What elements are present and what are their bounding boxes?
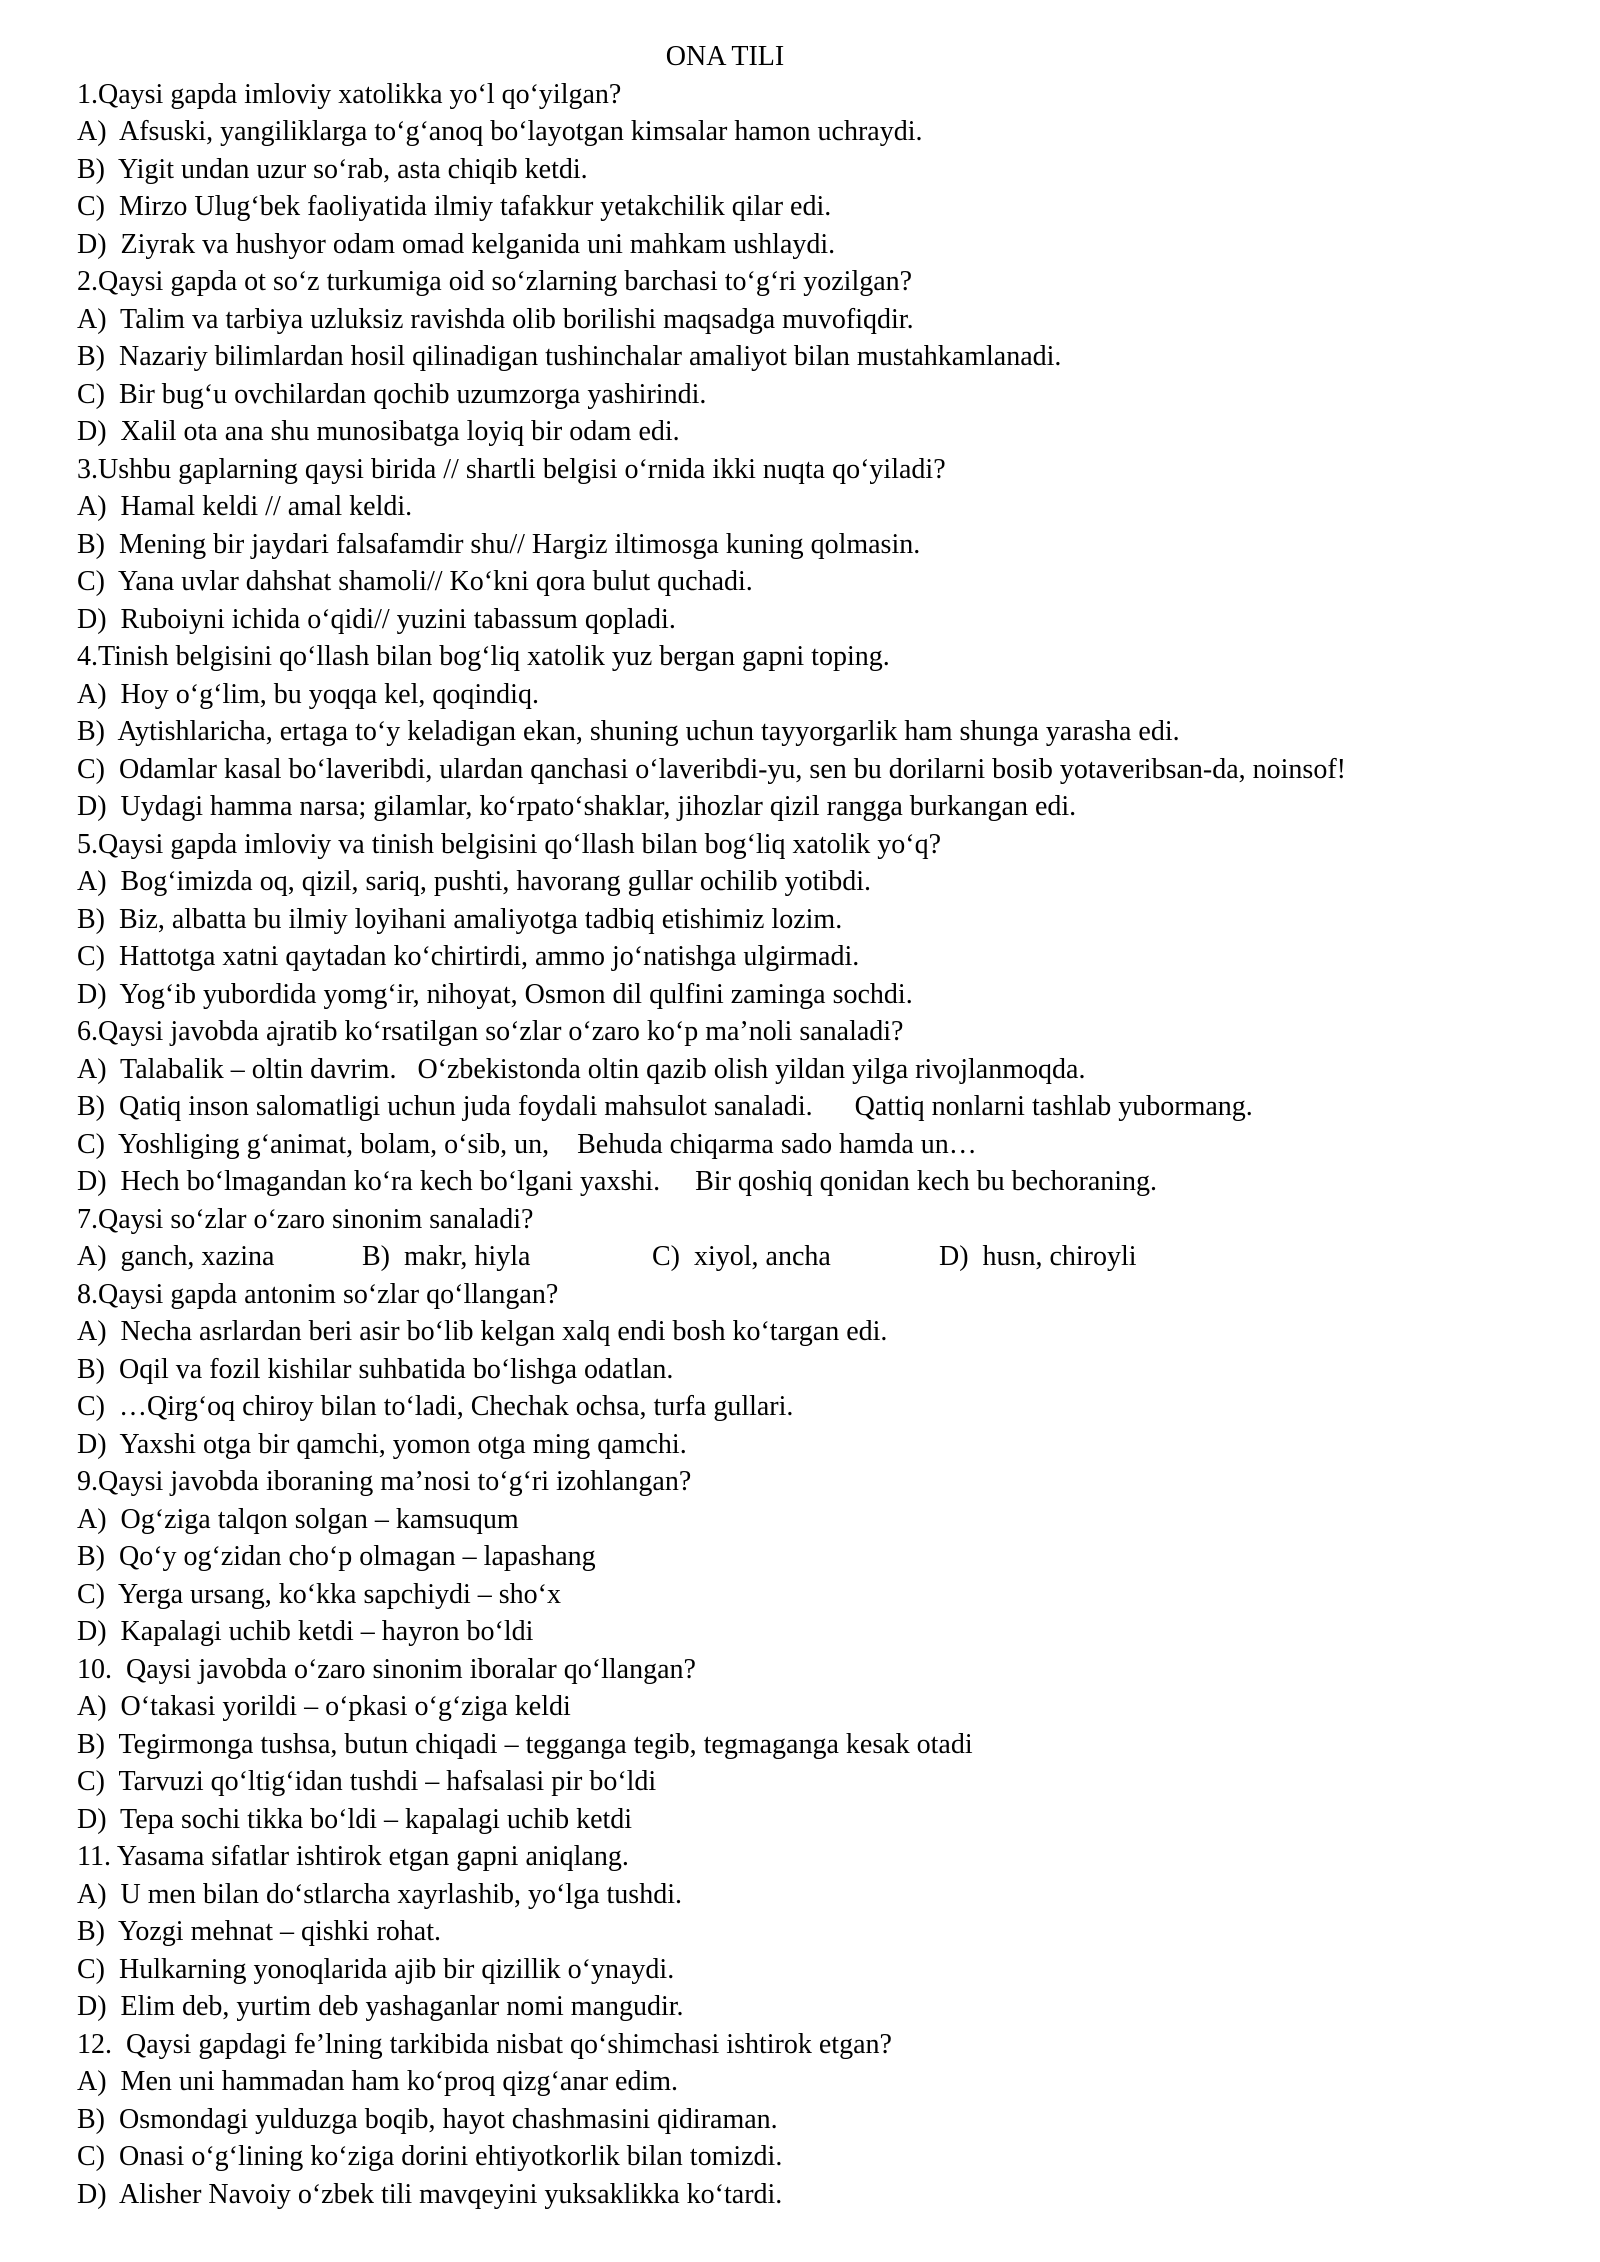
question-7: 7.Qaysi so‘zlar o‘zaro sinonim sanaladi? [77,1203,534,1235]
question-11-option-b: B) Yozgi mehnat – qishki rohat. [77,1916,441,1947]
question-2-option-c: C) Bir bug‘u ovchilardan qochib uzumzorga yashirindi. [77,378,707,410]
question-6-option-a: A) Talabalik – oltin davrim. O‘zbekistonda oltin qazib olish yildan yilga rivojlanmoqda. [77,1053,1086,1085]
question-4-option-a: A) Hoy o‘g‘lim, bu yoqqa kel, qoqindiq. [77,678,539,710]
question-7-option-c: C) xiyol, ancha [652,1241,831,1272]
question-8-option-d: D) Yaxshi otga bir qamchi, yomon otga ming qamchi. [77,1428,687,1460]
question-6-option-b: B) Qatiq inson salomatligi uchun juda foydali mahsulot sanaladi. Qattiq nonlarni tashlab yubormang. [77,1091,1253,1122]
question-10-option-c: C) Tarvuzi qo‘ltig‘idan tushdi – hafsalasi pir bo‘ldi [77,1766,657,1797]
question-4-option-b: B) Aytishlaricha, ertaga to‘y keladigan ekan, shuning uchun tayyorgarlik ham shunga yarasha edi. [77,716,1180,747]
question-6-option-d: D) Hech bo‘lmagandan ko‘ra kech bo‘lgani yaxshi. Bir qoshiq qonidan kech bu bechoraning. [77,1166,1158,1197]
question-9: 9.Qaysi javobda iboraning ma’nosi to‘g‘ri izohlangan? [77,1466,692,1497]
question-10-option-d: D) Tepa sochi tikka bo‘ldi – kapalagi uchib ketdi [77,1803,633,1835]
question-11-option-c: C) Hulkarning yonoqlarida ajib bir qizillik o‘ynaydi. [77,1953,675,1985]
question-5-option-c: C) Hattotga xatni qaytadan ko‘chirtirdi, ammo jo‘natishga ulgirmadi. [77,941,860,972]
question-3-option-d: D) Ruboiyni ichida o‘qidi// yuzini tabassum qopladi. [77,603,676,635]
question-3-option-a: A) Hamal keldi // amal keldi. [77,491,413,522]
question-3: 3.Ushbu gaplarning qaysi birida // shartli belgisi o‘rnida ikki nuqta qo‘yiladi? [77,453,946,485]
question-2: 2.Qaysi gapda ot so‘z turkumiga oid so‘zlarning barchasi to‘g‘ri yozilgan? [77,266,913,297]
question-3-option-c: C) Yana uvlar dahshat shamoli// Ko‘kni qora bulut quchadi. [77,566,753,597]
question-12-option-a: A) Men uni hammadan ham ko‘proq qizg‘anar edim. [77,2066,679,2097]
question-2-option-b: B) Nazariy bilimlardan hosil qilinadigan tushinchalar amaliyot bilan mustahkamlanadi. [77,341,1062,372]
question-11-option-a: A) U men bilan do‘stlarcha xayrlashib, yo‘lga tushdi. [77,1878,682,1910]
question-5: 5.Qaysi gapda imloviy va tinish belgisini qo‘llash bilan bog‘liq xatolik yo‘q? [77,828,941,860]
question-9-option-d: D) Kapalagi uchib ketdi – hayron bo‘ldi [77,1616,534,1647]
question-7-option-d: D) husn, chiroyli [939,1241,1137,1272]
question-12: 12. Qaysi gapdagi fe’lning tarkibida nisbat qo‘shimchasi ishtirok etgan? [77,2028,892,2060]
question-3-option-b: B) Mening bir jaydari falsafamdir shu// Hargiz iltimosga kuning qolmasin. [77,528,921,560]
question-7-options-row [77,1238,1592,1276]
question-9-option-c: C) Yerga ursang, ko‘kka sapchiydi – sho‘x [77,1578,561,1610]
question-2-option-d: D) Xalil ota ana shu munosibatga loyiq bir odam edi. [77,416,680,447]
question-9-option-b: B) Qo‘y og‘zidan cho‘p olmagan – lapashang [77,1541,596,1572]
question-10: 10. Qaysi javobda o‘zaro sinonim iboralar qo‘llangan? [77,1653,696,1685]
question-11-option-d: D) Elim deb, yurtim deb yashaganlar nomi mangudir. [77,1991,684,2022]
question-6: 6.Qaysi javobda ajratib ko‘rsatilgan so‘zlar o‘zaro ko‘p ma’noli sanaladi? [77,1016,904,1047]
question-8-option-a: A) Necha asrlardan beri asir bo‘lib kelgan xalq endi bosh ko‘targan edi. [77,1316,888,1347]
question-1-option-c: C) Mirzo Ulug‘bek faoliyatida ilmiy tafakkur yetakchilik qilar edi. [77,191,832,222]
question-12-option-c: C) Onasi o‘g‘lining ko‘ziga dorini ehtiyotkorlik bilan tomizdi. [77,2141,783,2172]
question-12-option-b: B) Osmondagi yulduzga boqib, hayot chashmasini qidiraman. [77,2103,778,2135]
question-4: 4.Tinish belgisini qo‘llash bilan bog‘liq xatolik yuz bergan gapni toping. [77,641,890,672]
question-9-option-a: A) Og‘ziga talqon solgan – kamsuqum [77,1503,519,1535]
question-2-option-a: A) Talim va tarbiya uzluksiz ravishda olib borilishi maqsadga muvofiqdir. [77,303,914,335]
question-1-option-d: D) Ziyrak va hushyor odam omad kelganida uni mahkam ushlaydi. [77,228,836,260]
question-6-option-c: C) Yoshliging g‘animat, bolam, o‘sib, un, Behuda chiqarma sado hamda un… [77,1128,977,1160]
question-4-option-d: D) Uydagi hamma narsa; gilamlar, ko‘rpato‘shaklar, jihozlar qizil rangga burkangan edi. [77,791,1077,822]
question-5-option-d: D) Yog‘ib yubordida yomg‘ir, nihoyat, Osmon dil qulfini zaminga sochdi. [77,978,913,1010]
question-8-option-c: C) …Qirg‘oq chiroy bilan to‘ladi, Chechak ochsa, turfa gullari. [77,1391,794,1422]
question-11: 11. Yasama sifatlar ishtirok etgan gapni aniqlang. [77,1841,629,1872]
question-list [77,76,1592,2214]
page-title: ONA TILI [665,41,785,72]
question-1: 1.Qaysi gapda imloviy xatolikka yo‘l qo‘yilgan? [77,78,622,110]
question-8-option-b: B) Oqil va fozil kishilar suhbatida bo‘lishga odatlan. [77,1353,674,1385]
question-5-option-a: A) Bog‘imizda oq, qizil, sariq, pushti, havorang gullar ochilib yotibdi. [77,866,871,897]
question-1-option-b: B) Yigit undan uzur so‘rab, asta chiqib ketdi. [77,153,588,185]
question-7-option-a: A) ganch, xazina [77,1241,275,1272]
question-1-option-a: A) Afsuski, yangiliklarga to‘g‘anoq bo‘layotgan kimsalar hamon uchraydi. [77,116,923,147]
question-12-option-d: D) Alisher Navoiy o‘zbek tili mavqeyini yuksaklikka ko‘tardi. [77,2178,783,2210]
question-7-option-b: B) makr, hiyla [362,1241,531,1272]
question-8: 8.Qaysi gapda antonim so‘zlar qo‘llangan? [77,1278,559,1310]
question-4-option-c: C) Odamlar kasal bo‘laveribdi, ulardan qanchasi o‘laveribdi-yu, sen bu dorilarni bosib yotaveribsan-da, noinsof! [77,753,1346,785]
question-10-option-b: B) Tegirmonga tushsa, butun chiqadi – tegganga tegib, tegmaganga kesak otadi [77,1728,973,1760]
question-10-option-a: A) O‘takasi yorildi – o‘pkasi o‘g‘ziga keldi [77,1691,571,1722]
question-5-option-b: B) Biz, albatta bu ilmiy loyihani amaliyotga tadbiq etishimiz lozim. [77,903,843,935]
